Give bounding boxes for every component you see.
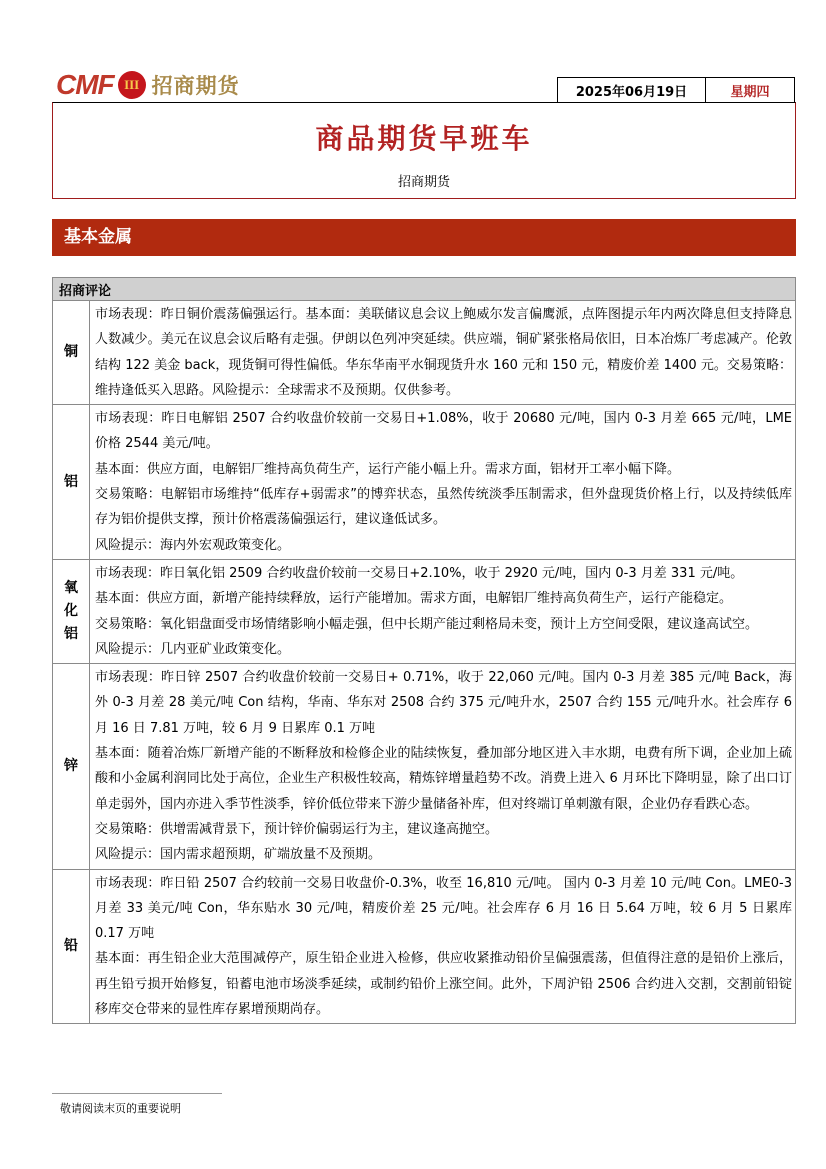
commentary-paragraph: 基本面：供应方面，新增产能持续释放，运行产能增加。需求方面，电解铝厂维持高负荷生产，运行产能稳定。 [95,591,733,607]
logo-seal-icon: III [118,71,146,99]
metal-name-char: 铜 [64,344,78,361]
metal-commentary [90,405,796,560]
commentary-table [52,277,796,1024]
logo-company-name: 招商期货 [151,74,240,98]
table-row [53,664,796,869]
commentary-paragraph: 交易策略：供增需减背景下，预计锌价偏弱运行为主，建议逢高抛空。 [95,821,499,837]
table-row [53,405,796,560]
metal-name [53,405,90,560]
section-header: 基本金属 [52,219,796,256]
commentary-paragraph: 市场表现：昨日铅 2507 合约较前一交易日收盘价-0.3%，收至 16,810 元/吨。 国内 0-3 月差 10 元/吨 Con。LME0-3 月差 33 美元/吨 Con，华东贴水 30 元/吨，精废价差 25 元/吨。社会库存 6 月 16 日 5.64 万吨，较 6 月 5 日累库 0.17 万吨 [95,875,792,942]
commentary-paragraph: 市场表现：昨日电解铝 2507 合约收盘价较前一交易日+1.08%，收于 20680 元/吨，国内 0-3 月差 665 元/吨，LME 价格 2544 美元/吨。 [95,411,792,452]
report-date: 2025年06月19日 [557,77,706,103]
commentary-paragraph: 基本面：随着冶炼厂新增产能的不断释放和检修企业的陆续恢复，叠加部分地区进入丰水期，电费有所下调，企业加上硫酸和小金属利润同比处于高位，企业生产积极性较高，精炼锌增量趋势不改。消费上进入 6 月环比下降明显，除了出口订单走弱外，国内亦进入季节性淡季，锌价低位带来下游少量储备补库，但对终端订单刺激有限，企业仍存看跌心态。 [95,746,792,812]
commentary-paragraph: 风险提示：几内亚矿业政策变化。 [95,641,291,657]
metal-commentary [90,559,796,663]
footer-divider [52,1093,222,1094]
metal-name [53,559,90,663]
commentary-paragraph: 市场表现：昨日氧化铝 2509 合约收盘价较前一交易日+2.10%，收于 2920 元/吨，国内 0-3 月差 331 元/吨。 [95,565,744,581]
metal-name-char: 铅 [64,937,78,954]
report-weekday: 星期四 [705,77,795,103]
metal-name-char: 铝 [64,473,78,490]
metal-name-char: 化 [64,603,78,620]
metal-name [53,301,90,405]
metal-name-char: 铝 [64,626,78,643]
commentary-paragraph: 交易策略：电解铝市场维持“低库存+弱需求”的博弈状态，虽然传统淡季压制需求，但外盘现货价格上行，以及持续低库存为铝价提供支撑，预计价格震荡偏强运行，建议逢低试多。 [95,487,792,528]
table-row [53,559,796,663]
commentary-paragraph: 风险提示：国内需求超预期，矿端放量不及预期。 [95,847,382,863]
metal-commentary [90,869,796,1024]
commentary-paragraph: 基本面：供应方面，电解铝厂维持高负荷生产，运行产能小幅上升。需求方面，铝材开工率小幅下降。 [95,461,681,477]
report-subtitle: 招商期货 [397,175,450,190]
metal-name [53,664,90,869]
company-logo [56,68,276,102]
commentary-paragraph: 市场表现：昨日锌 2507 合约收盘价较前一交易日+ 0.71%，收于 22,060 元/吨。国内 0-3 月差 385 元/吨 Back，海外 0-3 月差 28 美元/吨 Con 结构，华南、华东对 2508 合约 375 元/吨升水，2507 合约 155 元/吨升水。社会库存 6 月 16 日 7.81 万吨，较 6 月 9 日累库 0.1 万吨 [95,670,792,736]
metal-commentary [90,664,796,869]
commentary-paragraph: 风险提示：海内外宏观政策变化。 [95,537,291,553]
table-header: 招商评论 [53,278,796,301]
metal-name [53,869,90,1024]
logo-cmf-text: CMF [56,69,114,100]
metal-name-char: 氧 [64,580,78,597]
footer-note: 敬请阅读末页的重要说明 [60,1102,181,1115]
commentary-paragraph: 基本面：再生铅企业大范围减停产，原生铅企业进入检修，供应收紧推动铅价呈偏强震荡，但值得注意的是铅价上涨后，再生铅亏损开始修复，铅蓄电池市场淡季延续，或制约铅价上涨空间。此外，下周沪铅 2506 合约进入交割，交割前铅锭移库交仓带来的显性库存累增预期尚存。 [95,951,792,1018]
table-row [53,301,796,405]
metal-commentary [90,301,796,405]
commentary-paragraph: 市场表现：昨日铜价震荡偏强运行。基本面：美联储议息会议上鲍威尔发言偏鹰派，点阵图提示年内两次降息但支持降息人数减少。美元在议息会议后略有走强。伊朗以色列冲突延续。供应端，铜矿紧张格局依旧，日本冶炼厂考虑减产。伦敦结构 122 美金 back，现货铜可得性偏低。华东华南平水铜现货升水 160 元和 150 元，精废价差 1400 元。交易策略：维持逢低买入思路。风险提示：全球需求不及预期。仅供参考。 [95,307,792,398]
commentary-paragraph: 交易策略：氧化铝盘面受市场情绪影响小幅走强，但中长期产能过剩格局未变，预计上方空间受限，建议逢高试空。 [95,616,759,632]
table-row [53,869,796,1024]
report-title: 商品期货早班车 [315,122,533,155]
table-header-row [53,278,796,301]
metal-name-char: 锌 [64,757,78,774]
title-box [52,102,796,199]
